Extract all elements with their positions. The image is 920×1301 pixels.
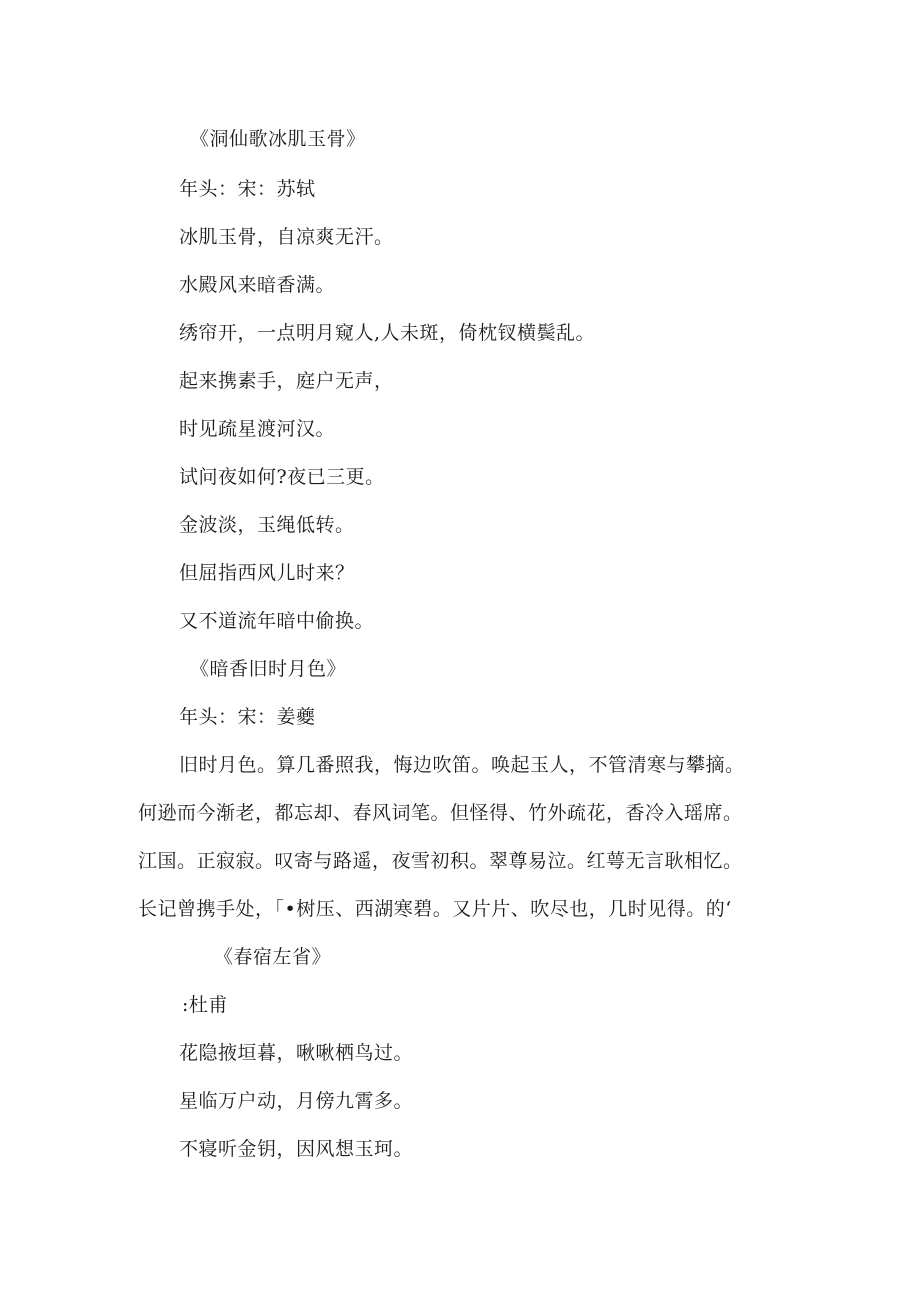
- poem-title: 《春宿左省》: [214, 946, 332, 968]
- poem-line: 但屈指西风儿时来？: [179, 562, 355, 584]
- poem-author: 年头：宋：姜夔: [179, 706, 316, 728]
- poem-line: 金波淡，玉绳低转。: [179, 514, 355, 536]
- poem-title: 《暗香旧时月色》: [190, 658, 347, 680]
- poem-line: 不寝听金钥，因风想玉珂。: [179, 1138, 414, 1160]
- poem-line: 星临万户动，月傍九霄多。: [179, 1090, 414, 1112]
- poem-title: 《洞仙歌冰肌玉骨》: [190, 128, 366, 150]
- poem-line: 又不道流年暗中偷换。: [179, 610, 375, 632]
- poem-paragraph-line: 何逊而今渐老，都忘却、春风词笔。但怪得、竹外疏花，香冷入瑶席。: [138, 802, 743, 824]
- poem-line: 起来携素手，庭户无声，: [179, 370, 394, 392]
- poem-line: 试问夜如何?夜已三更。: [179, 466, 385, 488]
- poem-line: 冰肌玉骨，自凉爽无汗。: [179, 226, 394, 248]
- poem-author: 年头：宋：苏轼: [179, 178, 316, 200]
- poem-author: :杜甫: [182, 994, 228, 1016]
- poem-line: 花隐掖垣暮，啾啾栖鸟过。: [179, 1042, 414, 1064]
- poem-paragraph-line: 旧时月色。算几番照我，悔边吹笛。唤起玉人，不管清寒与攀摘。: [179, 754, 745, 776]
- poem-line: 水殿风来暗香满。: [179, 274, 336, 296]
- poem-paragraph-line: 长记曾携手处，「•树压、西湖寒碧。又片片、吹尽也，几时见得。的‘: [138, 898, 732, 920]
- poem-paragraph-line: 江国。正寂寂。叹寄与路遥，夜雪初积。翠尊易泣。红萼无言耿相忆。: [138, 850, 743, 872]
- poem-line: 绣帘开，一点明月窥人,人未斑，倚枕钗横鬓乱。: [179, 322, 596, 344]
- poem-line: 时见疏星渡河汉。: [179, 418, 336, 440]
